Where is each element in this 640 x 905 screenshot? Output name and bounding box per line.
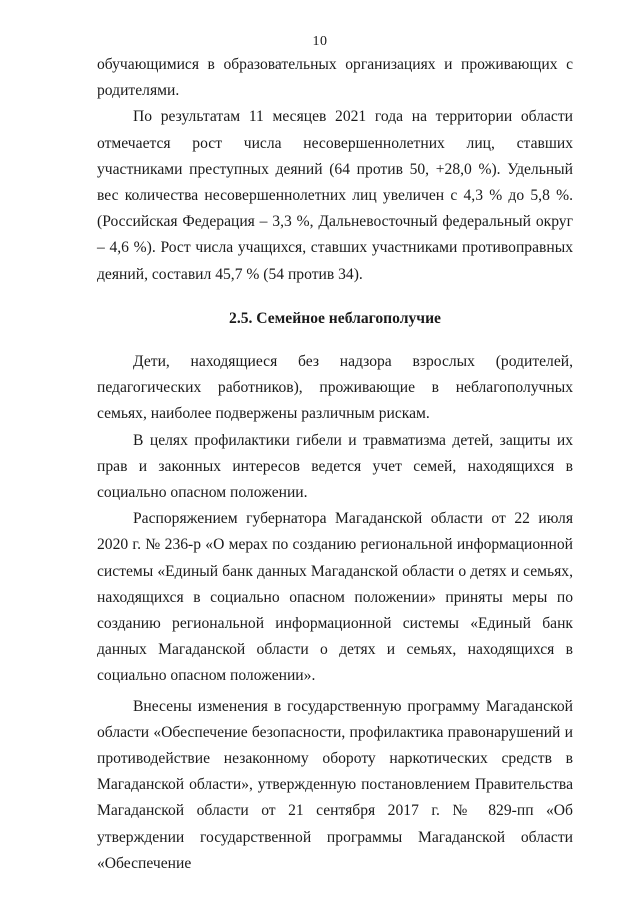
document-body bbox=[97, 52, 573, 877]
page-number: 10 bbox=[312, 34, 328, 49]
paragraph-family-registry: В целях профилактики гибели и травматизма детей, защиты их прав и законных интересов ведется учет семей, находящихся в социально опасном положении. bbox=[97, 431, 573, 502]
section-heading: 2.5. Семейное неблагополучие bbox=[229, 309, 441, 327]
paragraph-statistics: По результатам 11 месяцев 2021 года на территории области отмечается рост числа несовершеннолетних лиц, ставших участниками преступных деяний (64 против 50, +28,0 %). Удельный вес количества несовершеннолетних лиц увеличен с 4,3 % до 5,8 %. (Российская Федерация – 3,3 %, Дальневосточный федеральный округ – 4,6 %). Рост числа учащихся, ставших участниками противоправных деяний, составил 45,7 % (54 против 34). bbox=[97, 108, 573, 283]
paragraph-children-risk: Дети, находящиеся без надзора взрослых (родителей, педагогических работников), проживающие в неблагополучных семьях, наиболее подвержены различным рискам. bbox=[97, 353, 573, 423]
paragraph-program-amendments: Внесены изменения в государственную программу Магаданской области «Обеспечение безопасности, профилактика правонарушений и противодействие незаконному обороту наркотических средств в Магаданской области», утвержденную постановлением Правительства Магаданской области от 21 сентября 2017 г. № 829-пп «Об утверждении государственной программы Магаданской области «Обеспечение bbox=[97, 697, 573, 872]
paragraph-governor-order: Распоряжением губернатора Магаданской области от 22 июля 2020 г. № 236-р «О мерах по созданию региональной информационной системы «Единый банк данных Магаданской области о детях и семьях, находящихся в социально опасном положении» приняты меры по созданию региональной информационной системы «Единый банк данных Магаданской области о детях и семьях, находящихся в социально опасном положении». bbox=[97, 510, 573, 685]
paragraph-continuation: обучающимися в образовательных организациях и проживающих с родителями. bbox=[97, 56, 573, 100]
